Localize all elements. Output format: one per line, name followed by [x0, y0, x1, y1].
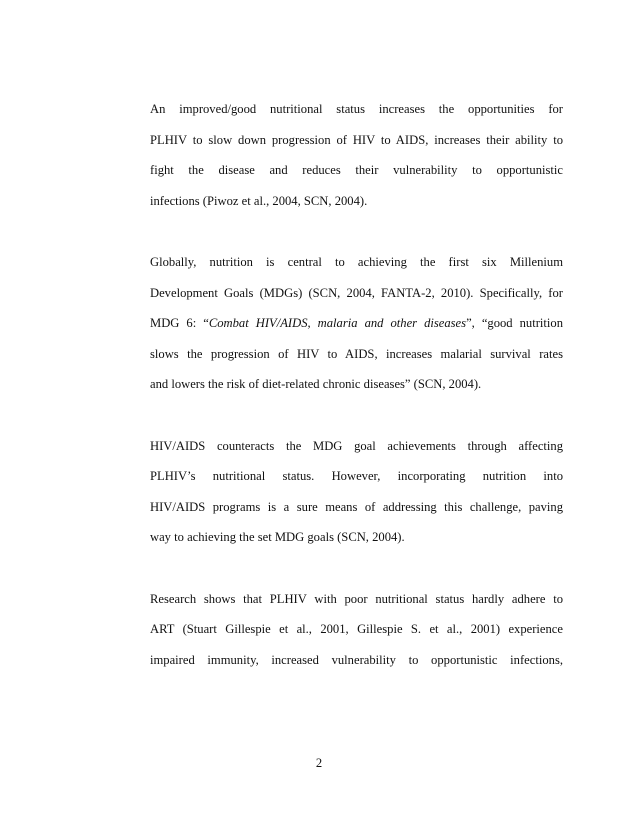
paragraph-nutritional-status: [150, 94, 563, 216]
text-line: fight the disease and reduces their vulnerability to opportunistic: [150, 163, 563, 177]
paragraph-research: [150, 584, 563, 676]
text-line: PLHIV’s nutritional status. However, incorporating nutrition into: [150, 469, 563, 483]
mdg-goal-italic: Combat HIV/AIDS, malaria and other diseases: [208, 316, 467, 330]
text-line: infections (Piwoz et al., 2004, SCN, 2004).: [150, 193, 368, 208]
page-number: 2: [315, 756, 323, 770]
text-line: ART (Stuart Gillespie et al., 2001, Gillespie S. et al., 2001) experience: [150, 622, 563, 636]
text-line: PLHIV to slow down progression of HIV to AIDS, increases their ability to: [150, 132, 563, 147]
paragraph-mdgs: [150, 247, 563, 400]
text-line: slows the progression of HIV to AIDS, increases malarial survival rates: [150, 346, 563, 361]
paragraph-hiv-aids-mdg: [150, 431, 563, 553]
text-line: impaired immunity, increased vulnerability to opportunistic infections,: [150, 652, 563, 667]
text-line-mdg6: [150, 308, 563, 339]
text-line: An improved/good nutritional status increases the opportunities for: [150, 102, 563, 116]
text-line: HIV/AIDS programs is a sure means of addressing this challenge, paving: [150, 499, 563, 514]
mdg-suffix: ”, “good nutrition: [466, 316, 563, 330]
text-line: HIV/AIDS counteracts the MDG goal achievements through affecting: [150, 438, 563, 453]
text-line: Development Goals (MDGs) (SCN, 2004, FANTA-2, 2010). Specifically, for: [150, 285, 563, 300]
text-line: way to achieving the set MDG goals (SCN, 2004).: [150, 530, 405, 544]
text-line: Research shows that PLHIV with poor nutritional status hardly adhere to: [150, 591, 563, 606]
mdg-prefix: MDG 6: “: [150, 316, 209, 330]
text-line: and lowers the risk of diet-related chronic diseases” (SCN, 2004).: [150, 377, 482, 391]
text-line: Globally, nutrition is central to achieving the first six Millenium: [150, 255, 563, 269]
body-text: [150, 94, 563, 703]
